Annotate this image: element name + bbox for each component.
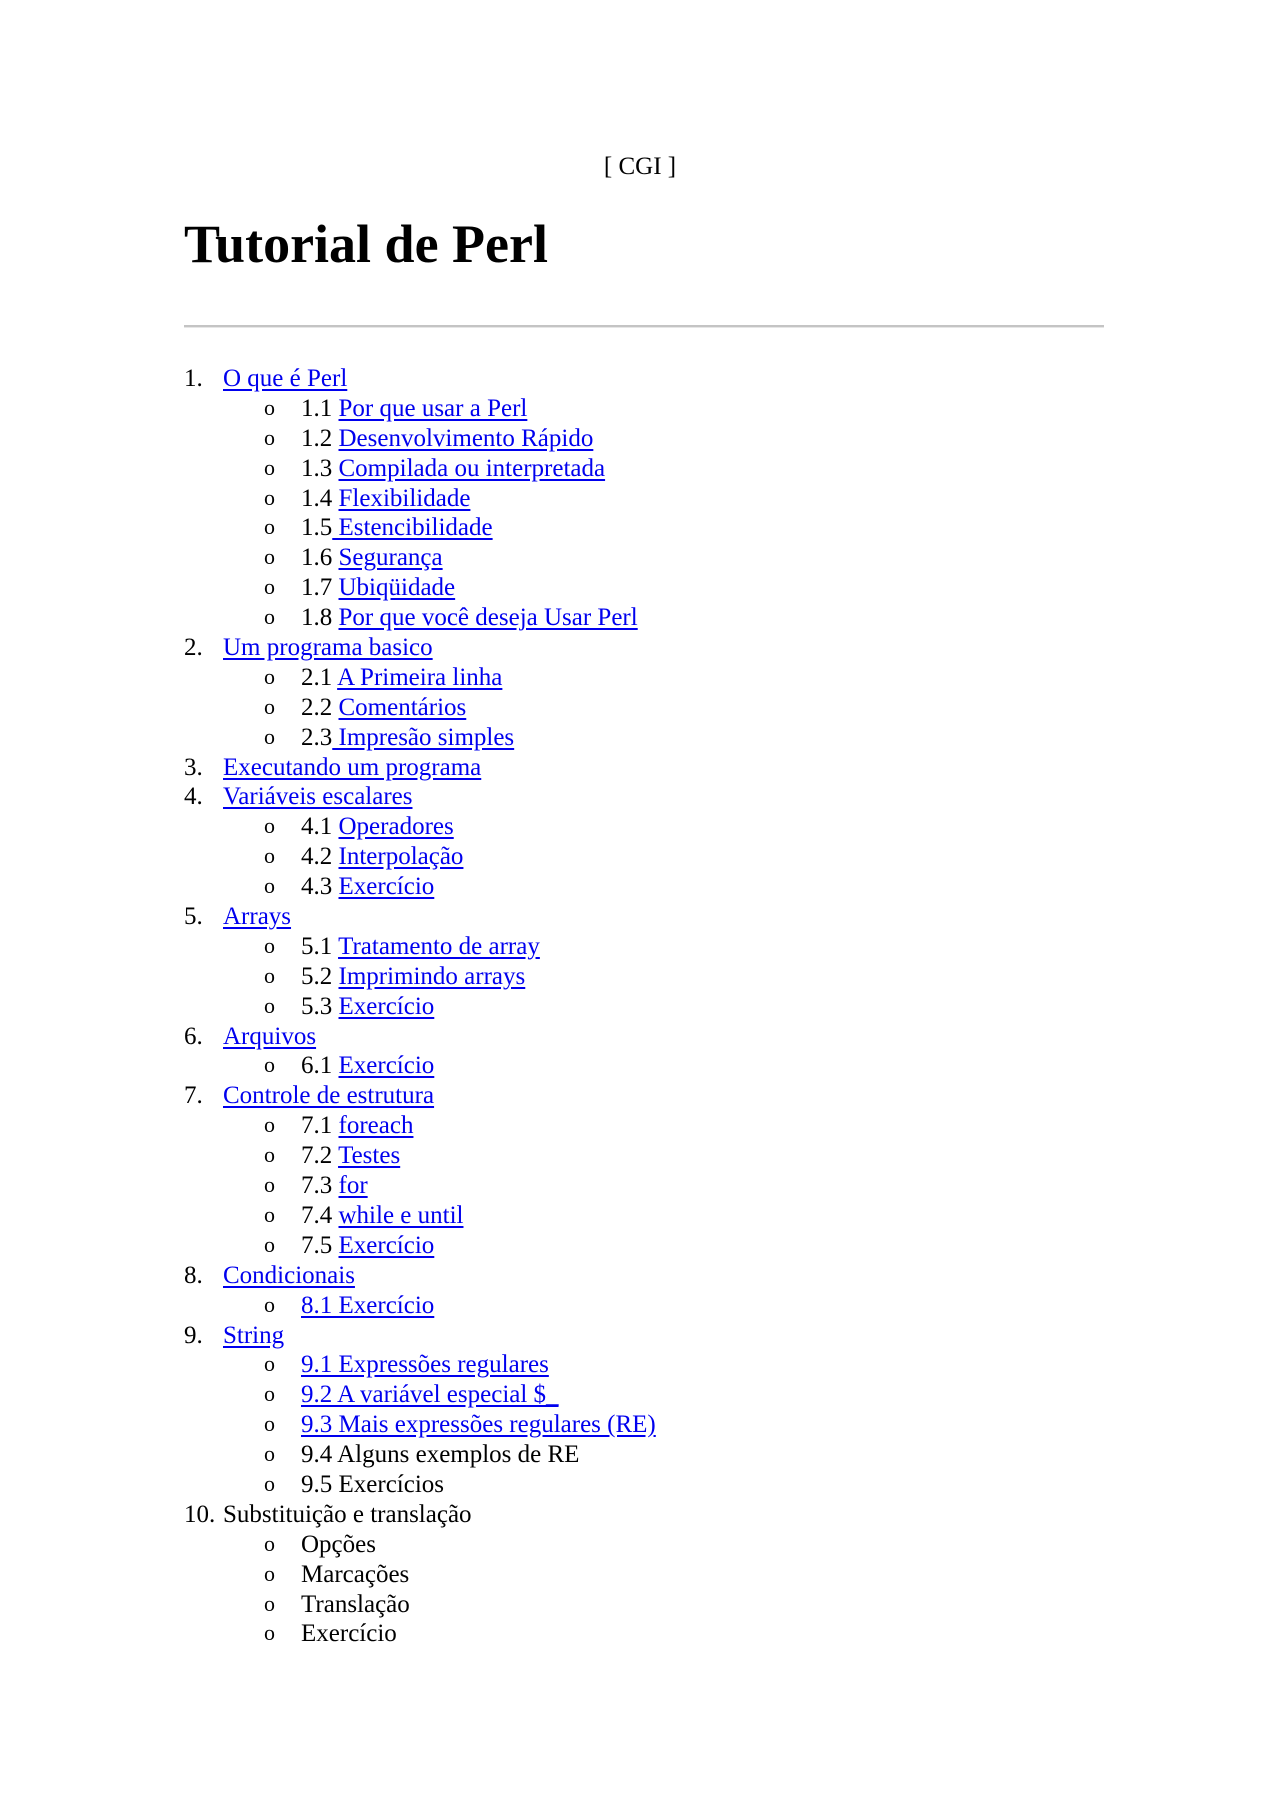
chapter-link[interactable]: String xyxy=(223,1321,285,1349)
subitem-number: 4.1 xyxy=(301,813,339,841)
circle-bullet-icon: o xyxy=(264,1351,275,1377)
subitem-label: Exercício xyxy=(301,1620,397,1648)
toc-subitem xyxy=(184,723,1104,753)
subitem-link[interactable]: foreach xyxy=(338,1112,414,1140)
chapter-link[interactable]: Arquivos xyxy=(223,1022,317,1050)
chapter-link[interactable]: Variáveis escalares xyxy=(223,783,413,811)
subitem-link[interactable]: Estencibilidade xyxy=(332,514,493,542)
chapter-link[interactable]: Um programa basico xyxy=(223,634,433,662)
subitem-link[interactable]: Ubiqüidade xyxy=(338,574,456,602)
toc-subitem xyxy=(184,1201,1104,1231)
toc-subitem xyxy=(184,1560,1104,1590)
chapter-number: 6. xyxy=(184,1022,203,1050)
toc-subitem xyxy=(184,1470,1104,1500)
subitem-link[interactable]: Imprimindo arrays xyxy=(338,962,526,990)
subitem-link[interactable]: 8.1 Exercício xyxy=(301,1291,435,1319)
toc-subitem xyxy=(184,992,1104,1022)
chapter-link[interactable]: Condicionais xyxy=(223,1261,355,1289)
toc-chapter xyxy=(184,902,1104,932)
subitem-label: Translação xyxy=(301,1590,410,1618)
circle-bullet-icon: o xyxy=(264,394,275,420)
subitem-link[interactable]: 9.3 Mais expressões regulares (RE) xyxy=(301,1411,656,1439)
subitem-link[interactable]: Exercício xyxy=(338,992,435,1020)
chapter-link[interactable]: Arrays xyxy=(223,903,292,931)
subitem-number: 7.5 xyxy=(301,1231,339,1259)
nav-cgi-link[interactable]: [ CGI ] xyxy=(603,153,677,180)
toc-chapter xyxy=(184,782,1104,812)
toc-subitem xyxy=(184,573,1104,603)
page-title: Tutorial de Perl xyxy=(184,214,548,274)
subitem-number: 7.1 xyxy=(301,1112,339,1140)
toc-subitem xyxy=(184,932,1104,962)
circle-bullet-icon: o xyxy=(264,1470,275,1496)
subitem-link[interactable]: 9.1 Expressões regulares xyxy=(301,1351,549,1379)
chapter-number: 3. xyxy=(184,753,203,781)
toc-subitem xyxy=(184,842,1104,872)
subitem-link[interactable]: for xyxy=(338,1172,368,1200)
circle-bullet-icon: o xyxy=(264,1530,275,1556)
circle-bullet-icon: o xyxy=(264,1441,275,1467)
subitem-link[interactable]: while e until xyxy=(338,1201,464,1229)
circle-bullet-icon: o xyxy=(264,1142,275,1168)
circle-bullet-icon: o xyxy=(264,992,275,1018)
toc-subitem xyxy=(184,693,1104,723)
chapter-number: 2. xyxy=(184,634,203,662)
subitem-number: 1.4 xyxy=(301,484,339,512)
subitem-link[interactable]: Desenvolvimento Rápido xyxy=(338,424,594,452)
circle-bullet-icon: o xyxy=(264,484,275,510)
circle-bullet-icon: o xyxy=(264,424,275,450)
toc-subitem xyxy=(184,424,1104,454)
circle-bullet-icon: o xyxy=(264,1381,275,1407)
toc-subitem xyxy=(184,1530,1104,1560)
subitem-number: 1.3 xyxy=(301,454,339,482)
circle-bullet-icon: o xyxy=(264,1590,275,1616)
subitem-number: 5.1 xyxy=(301,932,339,960)
toc-subitem xyxy=(184,1291,1104,1321)
circle-bullet-icon: o xyxy=(264,1052,275,1078)
toc-subitem xyxy=(184,543,1104,573)
toc-subitem xyxy=(184,1171,1104,1201)
chapter-link[interactable]: Controle de estrutura xyxy=(223,1082,435,1110)
circle-bullet-icon: o xyxy=(264,514,275,540)
subitem-link[interactable]: Exercício xyxy=(338,1052,435,1080)
subitem-link[interactable]: Comentários xyxy=(338,693,467,721)
subitem-link[interactable]: Segurança xyxy=(338,544,443,572)
subitem-link[interactable]: Por que usar a Perl xyxy=(338,394,528,422)
toc-chapter xyxy=(184,633,1104,663)
circle-bullet-icon: o xyxy=(264,1201,275,1227)
chapter-number: 1. xyxy=(184,365,203,392)
subitem-number: 1.6 xyxy=(301,544,339,572)
circle-bullet-icon: o xyxy=(264,544,275,570)
subitem-number: 5.3 xyxy=(301,992,339,1020)
toc-chapter xyxy=(184,1261,1104,1291)
subitem-number: 6.1 xyxy=(301,1052,339,1080)
chapter-link[interactable]: O que é Perl xyxy=(223,365,348,392)
toc-subitem xyxy=(184,1590,1104,1620)
toc-subitem xyxy=(184,663,1104,693)
toc-subitem xyxy=(184,1051,1104,1081)
subitem-link[interactable]: Exercício xyxy=(338,1231,435,1259)
toc-subitem xyxy=(184,603,1104,633)
toc-subitem xyxy=(184,513,1104,543)
subitem-number: 7.2 xyxy=(301,1142,339,1170)
circle-bullet-icon: o xyxy=(264,1291,275,1317)
subitem-link[interactable]: Operadores xyxy=(338,813,454,841)
subitem-label: Marcações xyxy=(301,1560,410,1588)
subitem-label: 9.4 Alguns exemplos de RE xyxy=(301,1441,580,1469)
horizontal-rule xyxy=(184,325,1104,328)
subitem-number: 4.3 xyxy=(301,873,339,901)
subitem-link[interactable]: Impresão simples xyxy=(332,723,515,751)
circle-bullet-icon: o xyxy=(264,454,275,480)
circle-bullet-icon: o xyxy=(264,873,275,899)
circle-bullet-icon: o xyxy=(264,843,275,869)
subitem-number: 1.7 xyxy=(301,574,339,602)
subitem-number: 1.2 xyxy=(301,424,339,452)
table-of-contents xyxy=(184,364,1104,1649)
chapter-number: 4. xyxy=(184,783,203,811)
subitem-label: 9.5 Exercícios xyxy=(301,1470,445,1498)
toc-subitem xyxy=(184,1111,1104,1141)
subitem-link[interactable]: Exercício xyxy=(338,873,435,901)
toc-chapter xyxy=(184,364,1104,394)
subitem-number: 1.1 xyxy=(301,394,339,422)
toc-subitem xyxy=(184,1410,1104,1440)
toc-chapter xyxy=(184,1500,1104,1530)
circle-bullet-icon: o xyxy=(264,1620,275,1646)
subitem-number: 2.3 xyxy=(301,723,333,751)
subitem-number: 2.1 xyxy=(301,663,338,691)
chapter-number: 5. xyxy=(184,903,203,931)
subitem-link[interactable]: A Primeira linha xyxy=(337,663,503,691)
circle-bullet-icon: o xyxy=(264,813,275,839)
circle-bullet-icon: o xyxy=(264,693,275,719)
subitem-number: 7.3 xyxy=(301,1172,339,1200)
circle-bullet-icon: o xyxy=(264,932,275,958)
toc-subitem xyxy=(184,1141,1104,1171)
chapter-link[interactable]: Executando um programa xyxy=(223,753,482,781)
subitem-link[interactable]: Testes xyxy=(338,1142,401,1170)
toc-chapter xyxy=(184,1081,1104,1111)
circle-bullet-icon: o xyxy=(264,962,275,988)
chapter-label: Substituição e translação xyxy=(223,1500,472,1528)
circle-bullet-icon: o xyxy=(264,1411,275,1437)
circle-bullet-icon: o xyxy=(264,604,275,630)
toc-subitem xyxy=(184,872,1104,902)
subitem-link[interactable]: Compilada ou interpretada xyxy=(338,454,606,482)
circle-bullet-icon: o xyxy=(264,663,275,689)
chapter-number: 8. xyxy=(184,1261,203,1289)
subitem-link[interactable]: Tratamento de array xyxy=(338,932,540,960)
subitem-number: 1.8 xyxy=(301,604,339,632)
subitem-link[interactable]: Interpolação xyxy=(338,843,464,871)
circle-bullet-icon: o xyxy=(264,1112,275,1138)
circle-bullet-icon: o xyxy=(264,1560,275,1586)
subitem-number: 5.2 xyxy=(301,962,339,990)
subitem-link[interactable]: Por que você deseja Usar Perl xyxy=(338,604,638,632)
subitem-number: 7.4 xyxy=(301,1201,339,1229)
toc-subitem xyxy=(184,394,1104,424)
toc-subitem xyxy=(184,962,1104,992)
toc-subitem xyxy=(184,454,1104,484)
subitem-label: Opções xyxy=(301,1530,376,1558)
circle-bullet-icon: o xyxy=(264,1231,275,1257)
toc-subitem xyxy=(184,1380,1104,1410)
toc-subitem xyxy=(184,484,1104,514)
toc-subitem xyxy=(184,812,1104,842)
subitem-number: 1.5 xyxy=(301,514,333,542)
toc-chapter xyxy=(184,1022,1104,1052)
circle-bullet-icon: o xyxy=(264,723,275,749)
subitem-number: 4.2 xyxy=(301,843,339,871)
subitem-link[interactable]: 9.2 A variável especial $_ xyxy=(301,1381,559,1409)
toc-subitem xyxy=(184,1350,1104,1380)
circle-bullet-icon: o xyxy=(264,574,275,600)
subitem-number: 2.2 xyxy=(301,693,339,721)
toc-subitem xyxy=(184,1619,1104,1649)
toc-chapter xyxy=(184,1321,1104,1351)
toc-subitem xyxy=(184,1440,1104,1470)
chapter-number: 9. xyxy=(184,1321,203,1349)
toc-chapter xyxy=(184,753,1104,783)
chapter-number: 10. xyxy=(184,1500,216,1528)
toc-subitem xyxy=(184,1231,1104,1261)
circle-bullet-icon: o xyxy=(264,1172,275,1198)
subitem-link[interactable]: Flexibilidade xyxy=(338,484,471,512)
chapter-number: 7. xyxy=(184,1082,203,1110)
